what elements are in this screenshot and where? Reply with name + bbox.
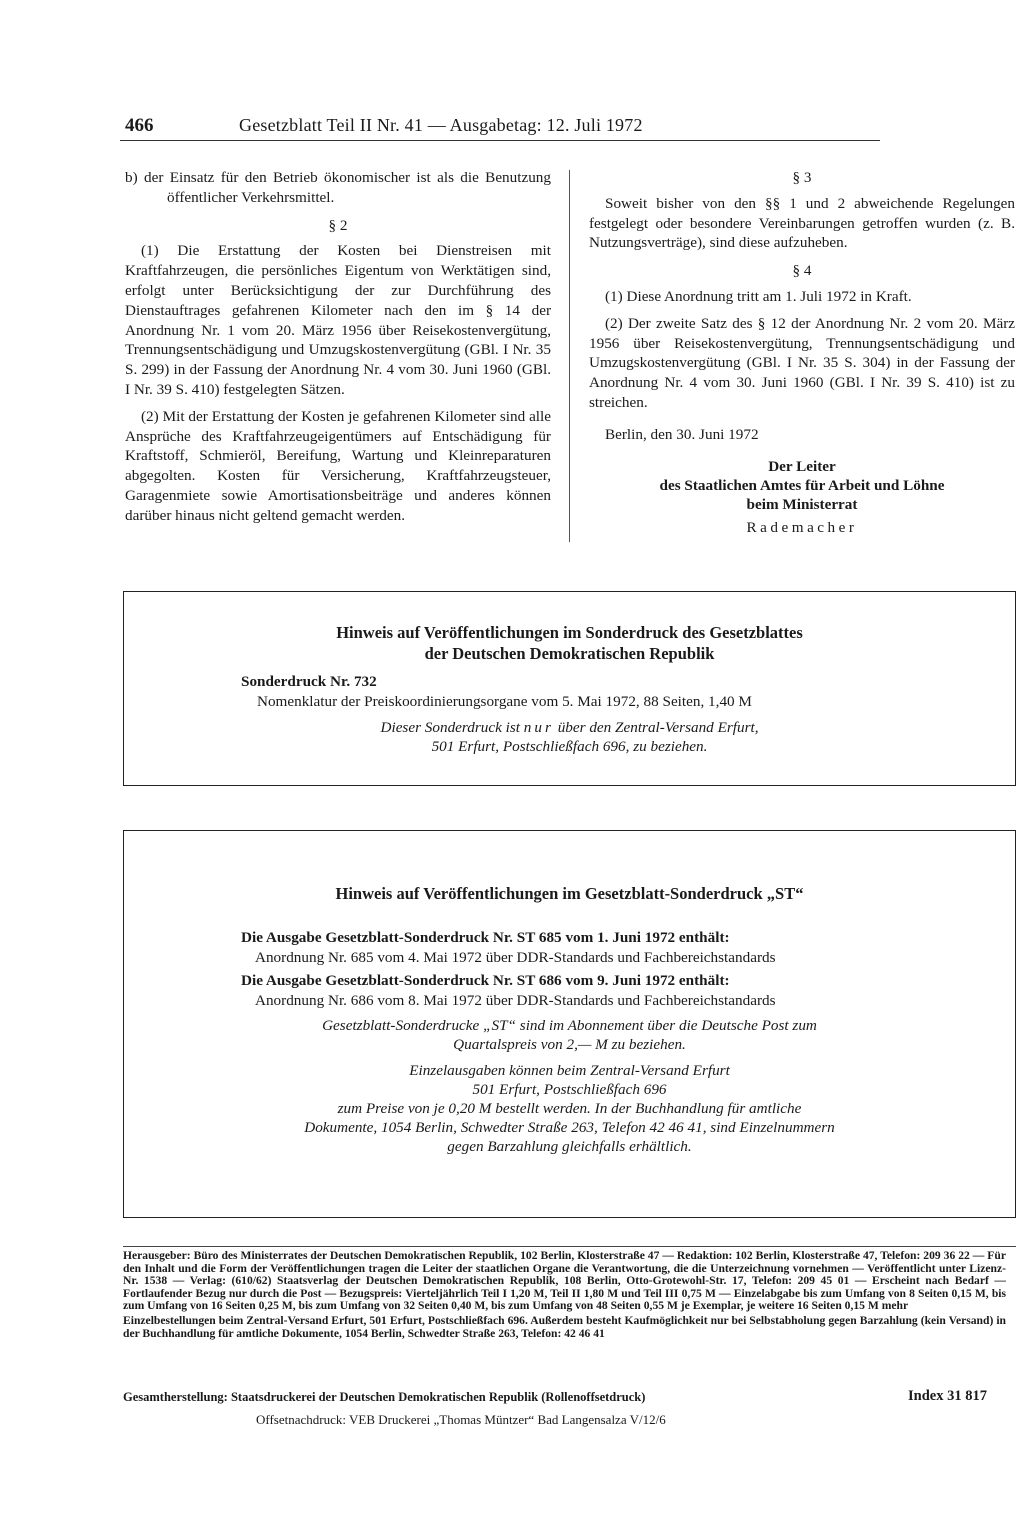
subscription-line-2: Quartalspreis von 2,— M zu beziehen.: [453, 1036, 686, 1053]
item-b-text: b) der Einsatz für den Betrieb ökonomischer ist als die Benutzung öffentlicher Verkehrsmittel.: [125, 169, 551, 206]
box1-title-line-2: der Deutschen Demokratischen Republik: [424, 644, 715, 663]
issue-685-heading: Die Ausgabe Gesetzblatt-Sonderdruck Nr. ST 685 vom 1. Juni 1972 enthält:: [241, 929, 730, 946]
issue-686-heading: Die Ausgabe Gesetzblatt-Sonderdruck Nr. ST 686 vom 9. Juni 1972 enthält:: [241, 972, 730, 989]
signature-block: [589, 457, 1015, 514]
signature-line-3: beim Ministerrat: [746, 495, 858, 513]
imprint-divider: [123, 1246, 1016, 1247]
signature-line-1: Der Leiter: [768, 457, 836, 475]
offset-reprint-note: Offsetnachdruck: VEB Druckerei „Thomas Müntzer“ Bad Langensalza V/12/6: [256, 1412, 666, 1427]
left-column: [125, 168, 551, 533]
single-issue-line-2: 501 Erfurt, Postschließfach 696: [472, 1081, 667, 1098]
section-4-paragraph-1: (1) Diese Anordnung tritt am 1. Juli 1972 in Kraft.: [605, 287, 912, 305]
imprint-block: [123, 1250, 1006, 1340]
imprint-ordering-text: Einzelbestellungen beim Zentral-Versand Erfurt, 501 Erfurt, Postschließfach 696. Außerdem besteht Kaufmöglichkeit nur bei Selbstabholung gegen Barzahlung (kein Versand) in der Buchhandlung für amtliche Dokumente, 1054 Berlin, Schwedter Straße 263, Telefon: 42 46 41: [123, 1313, 1006, 1340]
header-divider: [120, 140, 880, 141]
box2-title: Hinweis auf Veröffentlichungen im Gesetzblatt-Sonderdruck „ST“: [335, 884, 804, 903]
issue-685-content: Anordnung Nr. 685 vom 4. Mai 1972 über DDR-Standards und Fachbereichstandards: [255, 949, 776, 966]
box1-note-part-2: über den Zentral-Versand Erfurt,: [553, 719, 759, 736]
box1-note-line-2: 501 Erfurt, Postschließfach 696, zu beziehen.: [431, 738, 708, 755]
section-2-heading: § 2: [328, 216, 348, 234]
sonderdruck-description: Nomenklatur der Preiskoordinierungsorgane vom 5. Mai 1972, 88 Seiten, 1,40 M: [257, 693, 752, 710]
issue-686-content: Anordnung Nr. 686 vom 8. Mai 1972 über DDR-Standards und Fachbereichstandards: [255, 992, 776, 1009]
place-date: Berlin, den 30. Juni 1972: [605, 425, 759, 443]
imprint-production: Gesamtherstellung: Staatsdruckerei der Deutschen Demokratischen Republik (Rollenoffsetdruck): [123, 1390, 646, 1404]
section-4-paragraph-2: (2) Der zweite Satz des § 12 der Anordnung Nr. 2 vom 20. März 1956 über Reisekostenvergütung, Trennungsentschädigung und Umzugskostenvergütung (GBl. I Nr. 35 S. 304) in der Fassung der Anordnung Nr. 4 vom 30. Juni 1960 (GBl. I Nr. 39 S. 410) ist zu streichen.: [589, 314, 1015, 411]
signature-line-2: des Staatlichen Amtes für Arbeit und Löhne: [659, 476, 945, 494]
journal-header-title: Gesetzblatt Teil II Nr. 41 — Ausgabetag: 12. Juli 1972: [239, 115, 643, 135]
sonderdruck-number: Sonderdruck Nr. 732: [241, 673, 377, 690]
section-3-heading: § 3: [792, 169, 812, 186]
page-number: 466: [125, 115, 154, 136]
section-2-paragraph-1: (1) Die Erstattung der Kosten bei Dienstreisen mit Kraftfahrzeugen, die persönliches Eigentum von Werktätigen sind, erfolgt unter Berücksichtigung der zur Durchführung des Dienstauftrages gefahrenen Kilometer nach den im § 14 der Anordnung Nr. 1 vom 20. März 1956 über Reisekostenvergütung, Trennungsentschädigung und Umzugskostenvergütung (GBl. I Nr. 35 S. 299) in der Fassung der Anordnung Nr. 4 vom 30. Juni 1960 (GBl. I Nr. 39 S. 410) festgelegten Sätzen.: [125, 242, 551, 398]
section-3-paragraph: Soweit bisher von den §§ 1 und 2 abweichende Regelungen festgelegt oder besondere Vereinbarungen getroffen wurden (z. B. Nutzungsverträge), sind diese aufzuheben.: [589, 194, 1015, 252]
st-sonderdruck-notice-box: [123, 830, 1016, 1218]
box1-note-line-1: [124, 718, 1015, 737]
box1-note-emphasis: nur: [523, 719, 554, 736]
subscription-line-1: Gesetzblatt-Sonderdrucke „ST“ sind im Abonnement über die Deutsche Post zum: [322, 1017, 817, 1034]
single-issue-line-4: Dokumente, 1054 Berlin, Schwedter Straße 263, Telefon 42 46 41, sind Einzelnummern: [304, 1119, 835, 1136]
section-2-paragraph-2: (2) Mit der Erstattung der Kosten je gefahrenen Kilometer sind alle Ansprüche des Kraftfahrzeugeigentümers auf Entschädigung für Kraftstoff, Schmieröl, Bereifung, Wartung und Kleinreparaturen abgegolten. Kosten für Versicherung, Kraftfahrzeugsteuer, Garagenmiete sowie Amortisationsbeiträge und anderes können darüber hinaus nicht geltend gemacht werden.: [125, 407, 551, 524]
box1-note-part-1: Dieser Sonderdruck ist: [380, 719, 524, 736]
single-issue-line-3: zum Preise von je 0,20 M bestellt werden. In der Buchhandlung für amtliche: [337, 1100, 802, 1117]
right-column: [589, 168, 1015, 537]
column-divider: [569, 170, 570, 542]
single-issue-line-5: gegen Barzahlung gleichfalls erhältlich.: [447, 1138, 692, 1155]
index-number: Index 31 817: [908, 1388, 987, 1404]
imprint-publisher-text: Herausgeber: Büro des Ministerrates der Deutschen Demokratischen Republik, 102 Berlin, Klosterstraße 47 — Redaktion: 102 Berlin, Klosterstraße 47, Telefon: 209 36 22 — Für den Inhalt und die Form der Veröffentlichungen tragen die Leiter der staatlichen Organe die Verantwortung, die die Unterzeichnung vornehmen — Veröffentlicht unter Lizenz-Nr. 1538 — Verlag: (610/62) Staatsverlag der Deutschen Demokratischen Republik, 108 Berlin, Otto-Grotewohl-Str. 17, Telefon: 209 45 01 — Erscheint nach Bedarf — Fortlaufender Bezug nur durch die Post — Bezugspreis: Vierteljährlich Teil I 1,20 M, Teil II 1,80 M und Teil III 0,75 M — Einzelabgabe bis zum Umfang von 8 Seiten 0,15 M, bis zum Umfang von 16 Seiten 0,25 M, bis zum Umfang von 32 Seiten 0,40 M, bis zum Umfang von 48 Seiten 0,55 M je Exemplar, je weitere 16 Seiten 0,15 M mehr: [123, 1249, 1006, 1313]
section-4-heading: § 4: [792, 262, 812, 280]
box1-title-line-1: Hinweis auf Veröffentlichungen im Sonderdruck des Gesetzblattes: [336, 623, 803, 642]
signatory-name: Rademacher: [746, 518, 858, 536]
sonderdruck-notice-box: [123, 591, 1016, 786]
single-issue-line-1: Einzelausgaben können beim Zentral-Versand Erfurt: [409, 1062, 730, 1079]
